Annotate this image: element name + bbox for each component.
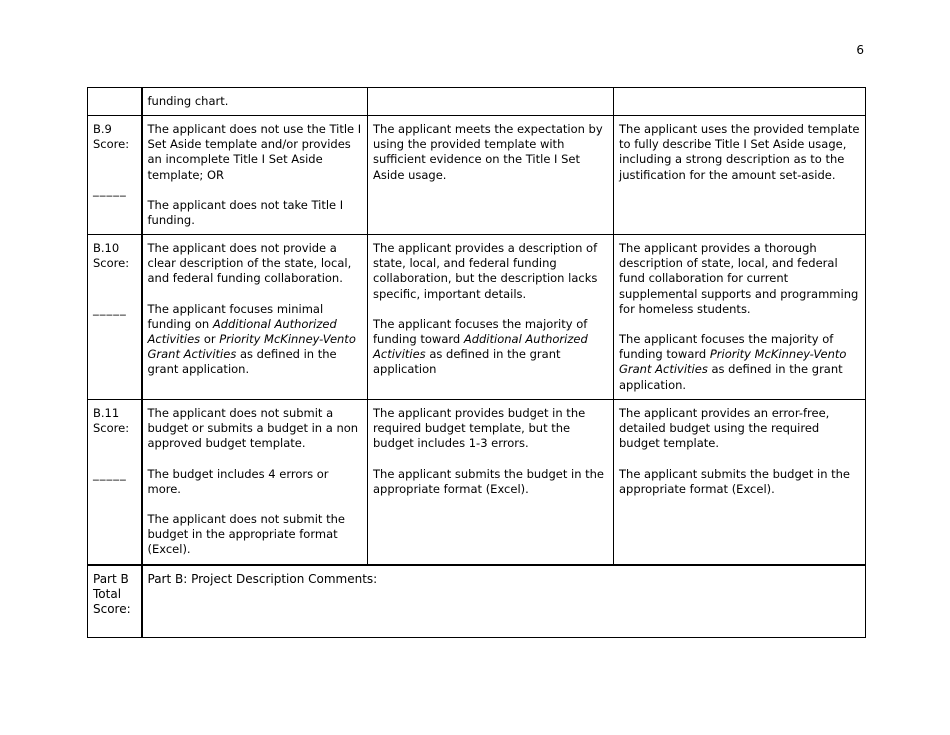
total-label-line: Score: (93, 602, 131, 617)
criteria-cell-not-met (142, 400, 368, 565)
scoring-rubric-table (87, 87, 866, 638)
criteria-text: The applicant provides budget in the required budget template, but the budget includes 1-3 errors. (373, 406, 586, 451)
criteria-cell-exceeds (614, 88, 866, 116)
criteria-text: The applicant submits the budget in the appropriate format (Excel). (373, 466, 605, 496)
criterion-id: B.11 (93, 406, 120, 420)
criteria-text: The applicant does not provide a clear description of the state, local, and federal funding collaboration. (147, 241, 352, 286)
criterion-id: B.10 (93, 241, 120, 255)
criteria-cell-exceeds (614, 116, 866, 235)
criteria-text: The applicant submits the budget in the appropriate format (Excel). (619, 466, 851, 496)
criteria-text: The applicant does not submit a budget or submits a budget in a non approved budget template. (147, 406, 359, 451)
table-row-part-b-total (88, 565, 866, 638)
score-label: Score: (93, 137, 130, 152)
score-blank: _____ (93, 467, 127, 482)
criterion-id: B.9 (93, 122, 112, 136)
criteria-text: The applicant focuses the majority of funding toward Additional Authorized Activities as defined in the grant application (373, 316, 588, 377)
row-label-cell (88, 235, 142, 400)
emphasis-text: Additional Authorized Activities (373, 332, 588, 362)
criteria-text: The applicant meets the expectation by using the provided template with sufficient evidence on the Title I Set Aside usage. (373, 122, 603, 182)
score-label: Score: (93, 256, 130, 271)
criteria-text: The applicant focuses minimal funding on Additional Authorized Activities or Priority McKinney-Vento Grant Activities as defined in the grant application. (147, 301, 356, 377)
total-label-line: Total (93, 586, 122, 601)
criteria-text: The budget includes 4 errors or more. (147, 466, 329, 496)
criteria-cell-meets (368, 400, 614, 565)
criteria-text: The applicant provides a description of state, local, and federal funding collaboration, but the description lacks specific, important details. (373, 241, 598, 301)
criteria-text: The applicant provides an error-free, detailed budget using the required budget template. (619, 406, 830, 451)
total-label-line: Part B (93, 571, 129, 586)
criteria-text: The applicant does not use the Title I Set Aside template and/or provides an incomplete Title I Set Aside template; OR (147, 122, 362, 182)
page-number: 6 (856, 43, 864, 57)
emphasis-text: Priority McKinney-Vento Grant Activities (619, 347, 847, 377)
table-row-b9 (88, 116, 866, 235)
emphasis-text: Priority McKinney-Vento Grant Activities (147, 332, 356, 362)
row-label-cell (88, 88, 142, 116)
criteria-cell-exceeds (614, 235, 866, 400)
criteria-cell-meets (368, 235, 614, 400)
row-label-cell (88, 400, 142, 565)
score-label: Score: (93, 421, 130, 436)
criteria-cell-meets (368, 116, 614, 235)
criteria-text: The applicant uses the provided template to fully describe Title I Set Aside usage, including a strong description as to the justification for the amount set-aside. (619, 122, 860, 182)
row-label-cell (88, 116, 142, 235)
criteria-text: The applicant does not take Title I funding. (147, 197, 344, 228)
criteria-text: funding chart. (147, 94, 229, 108)
criteria-cell-not-met (142, 235, 368, 400)
table-row-continuation (88, 88, 866, 116)
table-row-b11 (88, 400, 866, 565)
comments-cell (142, 565, 866, 638)
criteria-text: The applicant provides a thorough description of state, local, and federal fund collaboration for current supplemental supports and programming for homeless students. (619, 241, 859, 316)
total-score-label-cell (88, 565, 142, 638)
criteria-cell-not-met (142, 88, 368, 116)
criteria-cell-not-met (142, 116, 368, 235)
table-row-b10 (88, 235, 866, 400)
criteria-cell-meets (368, 88, 614, 116)
emphasis-text: Additional Authorized Activities (147, 316, 337, 347)
score-blank: _____ (93, 183, 127, 198)
criteria-cell-exceeds (614, 400, 866, 565)
comments-label: Part B: Project Description Comments: (147, 571, 378, 586)
score-blank: _____ (93, 302, 127, 317)
criteria-text: The applicant does not submit the budget in the appropriate format (Excel). (147, 512, 345, 557)
criteria-text: The applicant focuses the majority of funding toward Priority McKinney-Vento Grant Activities as defined in the grant application. (619, 332, 847, 392)
